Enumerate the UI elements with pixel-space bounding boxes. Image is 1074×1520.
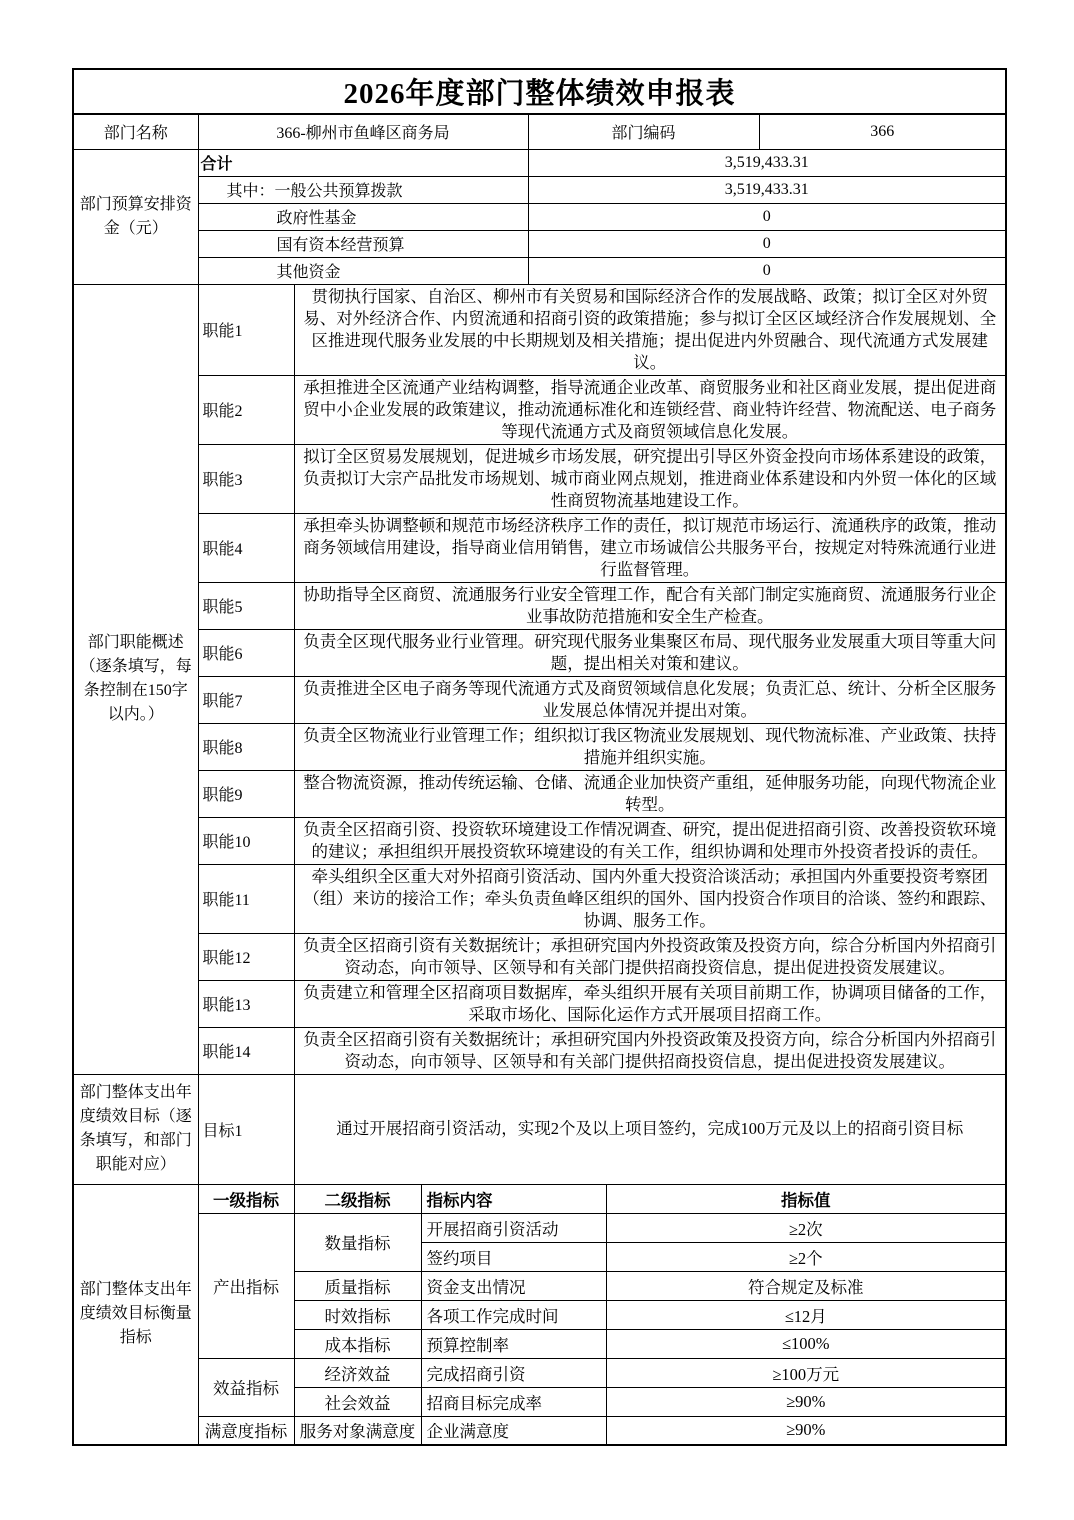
functions-section-label: 部门职能概述（逐条填写，每条控制在150字以内。） — [73, 284, 198, 1074]
function-row — [73, 513, 1006, 582]
indicator-header-level1: 一级指标 — [198, 1184, 294, 1213]
indicator-value: ≥90% — [606, 1387, 1006, 1416]
indicator-value: ≥2个 — [606, 1242, 1006, 1271]
indicator-row — [73, 1416, 1006, 1445]
indicator-value: ≥100万元 — [606, 1358, 1006, 1387]
indicator-level1: 满意度指标 — [198, 1416, 294, 1445]
budget-value-other: 0 — [528, 257, 1006, 284]
function-label: 职能14 — [198, 1027, 294, 1074]
goal-row — [73, 1074, 1006, 1184]
indicator-value: ≤12月 — [606, 1300, 1006, 1329]
function-content: 负责全区现代服务业行业管理。研究现代服务业集聚区布局、现代服务业发展重大项目等重大问题，提出相关对策和建议。 — [294, 629, 1006, 676]
dept-code-label: 部门编码 — [528, 114, 759, 149]
indicator-level2: 数量指标 — [294, 1213, 421, 1271]
dept-name-value: 366-柳州市鱼峰区商务局 — [198, 114, 528, 149]
function-content: 整合物流资源，推动传统运输、仓储、流通企业加快资产重组，延伸服务功能，向现代物流企业转型。 — [294, 770, 1006, 817]
indicator-header-content: 指标内容 — [421, 1184, 606, 1213]
budget-value-govfund: 0 — [528, 203, 1006, 230]
function-label: 职能2 — [198, 375, 294, 444]
function-content: 负责全区招商引资有关数据统计；承担研究国内外投资政策及投资方向，综合分析国内外招商引资动态，向市领导、区领导和有关部门提供招商投资信息，提出促进投资发展建议。 — [294, 1027, 1006, 1074]
indicator-content: 企业满意度 — [421, 1416, 606, 1445]
function-content: 承担牵头协调整顿和规范市场经济秩序工作的责任，拟订规范市场运行、流通秩序的政策，推动商务领域信用建设，指导商业信用销售，建立市场诚信公共服务平台，按规定对特殊流通行业进行监督管理。 — [294, 513, 1006, 582]
indicator-value: ≥90% — [606, 1416, 1006, 1445]
budget-row — [73, 257, 1006, 284]
indicator-row — [73, 1358, 1006, 1387]
page-title: 2026年度部门整体绩效申报表 — [73, 69, 1006, 114]
function-row — [73, 375, 1006, 444]
indicator-header-level2: 二级指标 — [294, 1184, 421, 1213]
function-row — [73, 676, 1006, 723]
indicator-level2: 时效指标 — [294, 1300, 421, 1329]
function-content: 拟订全区贸易发展规划，促进城乡市场发展，研究提出引导区外资金投向市场体系建设的政策，负责拟订大宗产品批发市场规划、城市商业网点规划，推进商业体系建设和内外贸一体化的区域性商贸物流基地建设工作。 — [294, 444, 1006, 513]
budget-row — [73, 149, 1006, 176]
function-row — [73, 864, 1006, 933]
indicator-header-value: 指标值 — [606, 1184, 1006, 1213]
indicator-level2: 社会效益 — [294, 1387, 421, 1416]
budget-item-public: 其中：一般公共预算拨款 — [198, 176, 528, 203]
indicator-level1: 产出指标 — [198, 1213, 294, 1358]
function-label: 职能10 — [198, 817, 294, 864]
indicators-section-label: 部门整体支出年度绩效目标衡量指标 — [73, 1184, 198, 1445]
function-row — [73, 770, 1006, 817]
budget-item-other: 其他资金 — [198, 257, 528, 284]
indicator-header-row — [73, 1184, 1006, 1213]
function-row — [73, 933, 1006, 980]
indicator-row — [73, 1213, 1006, 1242]
indicator-value: ≤100% — [606, 1329, 1006, 1358]
function-content: 负责推进全区电子商务等现代流通方式及商贸领域信息化发展；负责汇总、统计、分析全区服务业发展总体情况并提出对策。 — [294, 676, 1006, 723]
budget-item-state-capital: 国有资本经营预算 — [198, 230, 528, 257]
indicator-content: 签约项目 — [421, 1242, 606, 1271]
function-row — [73, 582, 1006, 629]
function-content: 承担推进全区流通产业结构调整，指导流通企业改革、商贸服务业和社区商业发展，提出促进商贸中小企业发展的政策建议，推动流通标准化和连锁经营、商业特许经营、物流配送、电子商务等现代流通方式及商贸领域信息化发展。 — [294, 375, 1006, 444]
indicator-value: 符合规定及标准 — [606, 1271, 1006, 1300]
budget-item-govfund: 政府性基金 — [198, 203, 528, 230]
budget-row — [73, 203, 1006, 230]
indicator-content: 完成招商引资 — [421, 1358, 606, 1387]
function-content: 负责全区招商引资有关数据统计；承担研究国内外投资政策及投资方向，综合分析国内外招商引资动态，向市领导、区领导和有关部门提供招商投资信息，提出促进投资发展建议。 — [294, 933, 1006, 980]
function-label: 职能3 — [198, 444, 294, 513]
function-label: 职能7 — [198, 676, 294, 723]
budget-item-total: 合计 — [198, 149, 528, 176]
budget-row — [73, 176, 1006, 203]
dept-code-value: 366 — [759, 114, 1006, 149]
indicator-level2: 成本指标 — [294, 1329, 421, 1358]
function-label: 职能11 — [198, 864, 294, 933]
function-content: 负责全区招商引资、投资软环境建设工作情况调查、研究，提出促进招商引资、改善投资软环境的建议；承担组织开展投资软环境建设的有关工作，组织协调和处理市外投资者投诉的责任。 — [294, 817, 1006, 864]
budget-row — [73, 230, 1006, 257]
function-label: 职能13 — [198, 980, 294, 1027]
indicator-level2: 经济效益 — [294, 1358, 421, 1387]
function-row — [73, 1027, 1006, 1074]
budget-section-label: 部门预算安排资金（元） — [73, 149, 198, 284]
budget-value-state-capital: 0 — [528, 230, 1006, 257]
budget-value-total: 3,519,433.31 — [528, 149, 1006, 176]
function-label: 职能5 — [198, 582, 294, 629]
indicator-value: ≥2次 — [606, 1213, 1006, 1242]
function-row — [73, 980, 1006, 1027]
function-content: 负责全区物流业行业管理工作；组织拟订我区物流业发展规划、现代物流标准、产业政策、扶持措施并组织实施。 — [294, 723, 1006, 770]
function-content: 贯彻执行国家、自治区、柳州市有关贸易和国际经济合作的发展战略、政策；拟订全区对外贸易、对外经济合作、内贸流通和招商引资的政策措施；参与拟订全区区域经济合作发展规划、全区推进现代服务业发展的中长期规划及相关措施；提出促进内外贸融合、现代流通方式发展建议。 — [294, 284, 1006, 375]
indicator-content: 资金支出情况 — [421, 1271, 606, 1300]
function-label: 职能9 — [198, 770, 294, 817]
function-row — [73, 817, 1006, 864]
function-row — [73, 629, 1006, 676]
indicator-level1: 效益指标 — [198, 1358, 294, 1416]
dept-name-label: 部门名称 — [73, 114, 198, 149]
indicator-content: 预算控制率 — [421, 1329, 606, 1358]
function-content: 牵头组织全区重大对外招商引资活动、国内外重大投资洽谈活动；承担国内外重要投资考察团（组）来访的接洽工作；牵头负责鱼峰区组织的国外、国内投资合作项目的洽谈、签约和跟踪、协调、服务工作。 — [294, 864, 1006, 933]
indicator-level2: 质量指标 — [294, 1271, 421, 1300]
function-label: 职能4 — [198, 513, 294, 582]
function-label: 职能8 — [198, 723, 294, 770]
function-label: 职能1 — [198, 284, 294, 375]
function-content: 负责建立和管理全区招商项目数据库，牵头组织开展有关项目前期工作，协调项目储备的工作，采取市场化、国际化运作方式开展项目招商工作。 — [294, 980, 1006, 1027]
function-label: 职能12 — [198, 933, 294, 980]
performance-declaration-form — [72, 68, 1005, 1446]
indicator-content: 招商目标完成率 — [421, 1387, 606, 1416]
indicator-content: 各项工作完成时间 — [421, 1300, 606, 1329]
indicator-level2: 服务对象满意度 — [294, 1416, 421, 1445]
goals-section-label: 部门整体支出年度绩效目标（逐条填写，和部门职能对应） — [73, 1074, 198, 1184]
function-content: 协助指导全区商贸、流通服务行业安全管理工作，配合有关部门制定实施商贸、流通服务行业企业事故防范措施和安全生产检查。 — [294, 582, 1006, 629]
function-label: 职能6 — [198, 629, 294, 676]
function-row — [73, 284, 1006, 375]
function-row — [73, 723, 1006, 770]
budget-value-public: 3,519,433.31 — [528, 176, 1006, 203]
function-row — [73, 444, 1006, 513]
indicator-content: 开展招商引资活动 — [421, 1213, 606, 1242]
goal-content: 通过开展招商引资活动，实现2个及以上项目签约，完成100万元及以上的招商引资目标 — [294, 1074, 1006, 1184]
goal-label: 目标1 — [198, 1074, 294, 1184]
form-table — [72, 68, 1007, 1446]
